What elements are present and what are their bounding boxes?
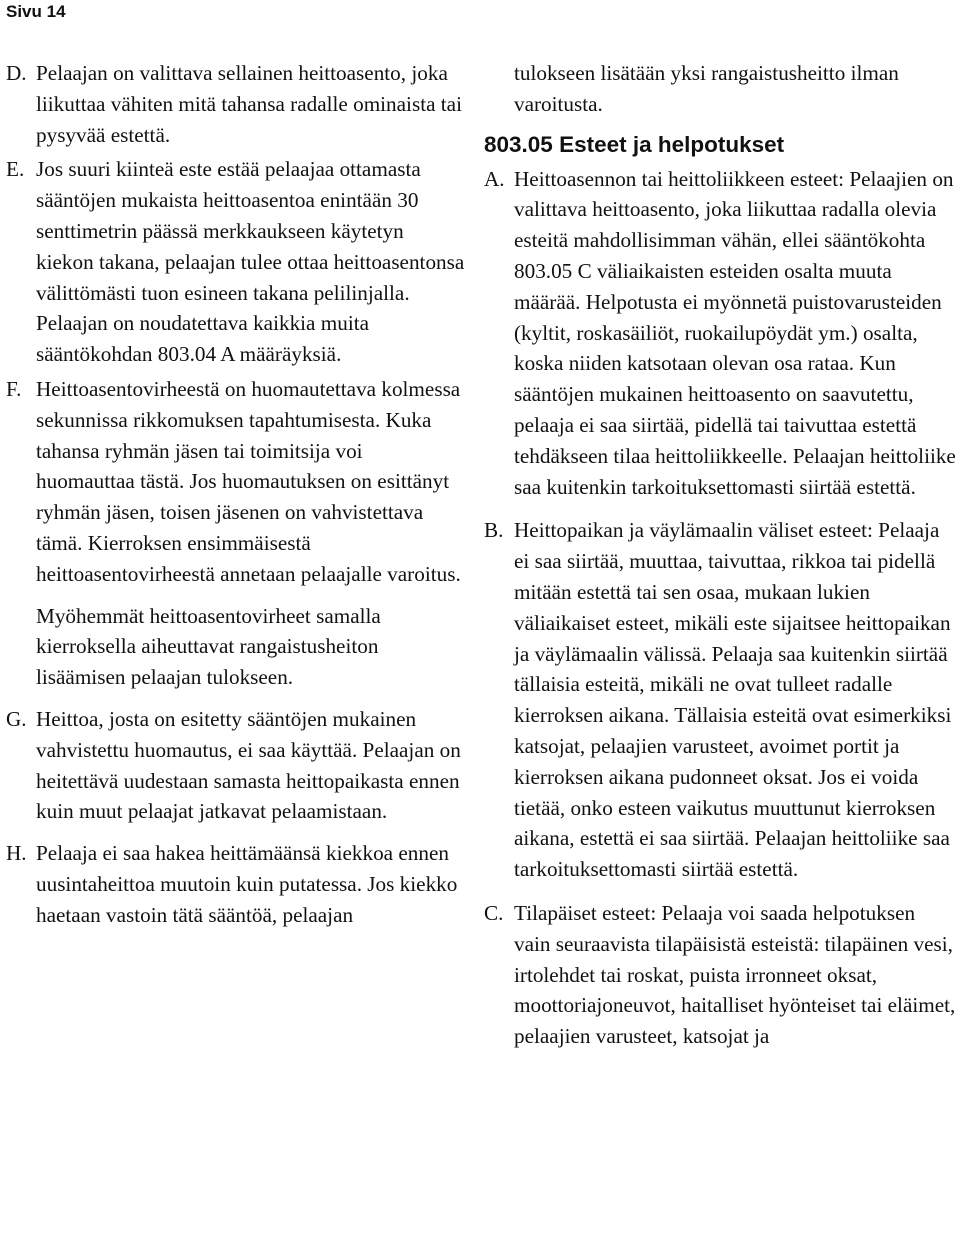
rule-item-f-paragraph: Myöhemmät heittoasentovirheet samalla kierroksella aiheuttavat rangaistusheiton lisäämisen pelaajan tulokseen. [36,603,381,690]
rule-item-e [6,154,466,370]
rule-letter: D. [6,61,27,85]
rule-item-c [484,898,956,1052]
rule-text: Heittoasentovirheestä on huomautettava kolmessa sekunnissa rikkomuksen tapahtumisesta. Kuka tahansa ryhmän jäsen tai toimitsija voi huomauttaa tästä. Jos huomautuksen on esittänyt ryhmän jäsen, toisen jäsenen on vahvistettava tämä. Kierroksen ensimmäisestä heittoasentovirheestä annetaan pelaajalle varoitus. [36,376,461,586]
rule-letter: A. [484,166,505,191]
rule-item-d [6,58,466,150]
rule-text: Jos suuri kiinteä este estää pelaajaa ottamasta sääntöjen mukaista heittoasentoa enintään 30 senttimetrin päässä merkkaukseen käytetyn kiekon takana, pelaajan tulee ottaa heittoasentonsa välittömästi tuon esineen takana pelilinjalla. Pelaajan on noudatettava kaikkia muita sääntökohdan 803.04 A määräyksiä. [36,157,465,367]
rule-item-h [6,838,466,930]
rule-text: Heittopaikan ja väylämaalin väliset esteet: Pelaaja ei saa siirtää, muuttaa, taivuttaa, rikkoa tai pidellä mitään estettä tai sen osaa, mukaan lukien väliaikaiset esteet, mikäli este sijaitsee heittopaikan ja väylämaalin välissä. Pelaaja saa kuitenkin siirtää tällaisia esteitä, mikäli ne ovat tulleet radalle kierroksen aikana. Tällaisia esteitä ovat esimerkiksi katsojat, pelaajien varusteet, avoimet portit ja kierroksen aikana pudonneet oksat. Jos ei voida tietää, onko esteen vaikutus muuttunut kierroksen aikana, estettä ei saa siirtää. Pelaajan heittoliike saa tarkoituksettomasti siirtää estettä. [514,518,952,882]
left-column [6,58,466,931]
section-heading: 803.05 Esteet ja helpotukset [484,131,785,157]
page-header: Sivu 14 [6,2,66,21]
rule-letter: B. [484,518,504,543]
rule-item-f [6,374,466,590]
rule-text: Tilapäiset esteet: Pelaaja voi saada helpotuksen vain seuraavista tilapäisistä esteistä: tilapäinen vesi, irtolehdet tai roskat, puista irronneet oksat, moottoriajoneuvot, haitalliset hyönteiset tai eläimet, pelaajien varusteet, katsojat ja [514,900,956,1049]
rule-item-g [6,704,466,827]
rule-letter: E. [6,157,25,182]
rule-text: Heittoasennon tai heittoliikkeen esteet: Pelaajien on valittava heittoasento, joka liikuttaa radalla olevia esteitä mahdollisimman vähän, ellei sääntökohta 803.05 C väliaikaisten esteiden osalta muuta määrää. Helpotusta ei myönnetä puistovarusteiden (kyltit, roskasäiliöt, ruokailupöydät ym.) osalta, koska niiden katsotaan olevan osa rataa. Kun sääntöjen mukainen heittoasento on saavutettu, pelaaja ei saa siirtää, pidellä tai taivuttaa estettä tehdäkseen tilaa heittoliikkeelle. Pelaajan heittoliike saa kuitenkin tarkoituksettomasti siirtää estettä. [514,166,956,499]
rule-letter: C. [484,900,504,925]
right-column [484,58,956,1052]
rule-item-b [484,515,956,885]
rule-text: Pelaaja ei saa hakea heittämäänsä kiekkoa ennen uusintaheittoa muutoin kuin putatessa. Jos kiekko haetaan vastoin tätä sääntöä, pelaajan [36,841,458,927]
rule-letter: F. [6,376,22,401]
rule-text: Heittoa, josta on esitetty sääntöjen mukainen vahvistettu huomautus, ei saa käyttää. Pelaajan on heitettävä uudestaan samasta heittopaikasta ennen kuin muut pelaajat jatkavat pelaamistaan. [36,706,461,824]
rule-letter: G. [6,706,27,731]
rule-text: Pelaajan on valittava sellainen heittoasento, joka liikuttaa vähiten mitä tahansa radalle ominaista tai pysyvää estettä. [36,61,462,147]
continuation-text: tulokseen lisätään yksi rangaistusheitto ilman varoitusta. [514,61,899,116]
rule-letter: H. [6,841,27,866]
rule-item-a [484,164,956,503]
